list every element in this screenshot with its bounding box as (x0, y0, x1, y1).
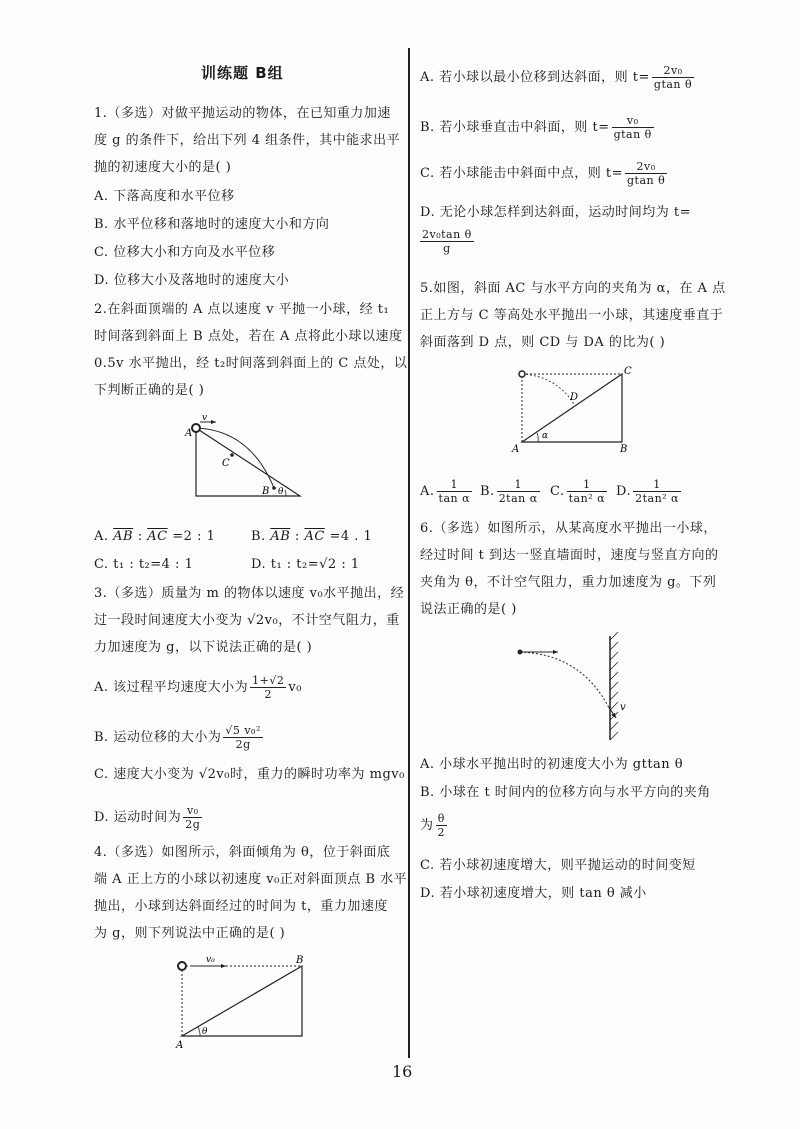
q6-line-1: 6.（多选）如图所示，从某高度水平抛出一小球， (420, 521, 717, 536)
q6-option-c: C. 若小球初速度增大，则平抛运动的时间变短 (420, 858, 696, 873)
q2-option-c: C. t₁ : t₂=4 : 1 (94, 557, 194, 572)
column-divider (408, 48, 410, 1058)
q2-option-a: A. $\overline{AB}$ : $\overline{AC} =2$ : 1 (94, 529, 216, 544)
q3-line-3: 力加速度为 g，以下说法正确的是( ) (94, 640, 313, 655)
q4-option-a: A. 若小球以最小位移到达斜面，则 t= $\frac{\text{2v₀}}{\text{gtan θ}}$ (420, 64, 693, 91)
q1-option-b: B. 水平位移和落地时的速度大小和方向 (94, 217, 330, 232)
q4-option-c: C. 若小球能击中斜面中点，则 t= $\frac{\text{2v₀}}{\text{gtan θ}}$ (420, 160, 666, 187)
q2-fig-label-theta: θ (278, 487, 284, 497)
q3-line-2: 过一段时间速度大小变为 √2v₀，不计空气阻力，重 (94, 613, 400, 628)
q3-option-b: B. 运动位移的大小为 $\frac{\text{√5 v₀²}}{2g}$ (94, 724, 261, 751)
q3-option-d: D. 运动时间为 $\frac{\text{v₀}}{2g}$ (94, 804, 201, 831)
q1-line-3: 抛的初速度大小的是( ) (94, 160, 232, 175)
q3-line-1: 3.（多选）质量为 m 的物体以速度 v₀水平抛出，经 (94, 586, 405, 601)
q5-line-2: 正上方与 C 等高处水平抛出一小球，其速度垂直于 (420, 308, 724, 323)
q2-figure (182, 412, 302, 502)
q2-fig-label-c: C (222, 458, 230, 469)
q6-fig-label-v: v (620, 702, 626, 713)
q5-option-c: C. $\frac{1}{\text{tan² α}}$ (550, 478, 606, 505)
q5-figure (506, 362, 636, 456)
q1-option-c: C. 位移大小和方向及水平位移 (94, 245, 276, 260)
q4-fig-label-a: A (176, 1040, 184, 1050)
q4-fig-label-v0: v₀ (206, 955, 215, 965)
q2-line-3: 0.5v 水平抛出，经 t₂时间落到斜面上的 C 点处，以 (94, 356, 408, 371)
q5-fig-label-alpha: α (542, 431, 549, 441)
q4-line-2: 端 A 正上方的小球以初速度 v₀正对斜面顶点 B 水平 (94, 872, 408, 887)
q5-option-d: D. $\frac{1}{\text{2tan² α}}$ (616, 478, 679, 505)
q6-option-d: D. 若小球初速度增大，则 tan θ 减小 (420, 886, 647, 901)
q1-line-2: 度 g 的条件下，给出下列 4 组条件，其中能求出平 (94, 133, 401, 148)
q4-fig-label-theta: θ (202, 1027, 208, 1037)
q6-line-2: 经过时间 t 到达一竖直墙面时，速度与竖直方向的 (420, 548, 719, 563)
q4-option-b: B. 若小球垂直击中斜面，则 t= $\frac{\text{v₀}}{\text{gtan θ}}$ (420, 114, 652, 141)
q5-option-a: A. $\frac{1}{\text{tan α}}$ (420, 478, 471, 505)
q4-option-d-line-1: D. 无论小球怎样到达斜面，运动时间均为 t= (420, 205, 691, 220)
q5-option-b: B. $\frac{1}{\text{2tan α}}$ (480, 478, 538, 505)
page-number: 16 (392, 1062, 413, 1081)
q5-fig-label-a: A (512, 444, 520, 455)
q6-option-a: A. 小球水平抛出时的初速度大小为 gttan θ (420, 757, 684, 772)
q2-fig-label-a: A (185, 428, 193, 439)
q4-line-3: 抛出，小球到达斜面经过的时间为 t，重力加速度 (94, 899, 388, 914)
q6-line-4: 说法正确的是( ) (420, 602, 517, 617)
q5-line-3: 斜面落到 D 点，则 CD 与 DA 的比为( ) (420, 335, 666, 350)
q6-line-3: 夹角为 θ，不计空气阻力，重力加速度为 g。下列 (420, 575, 717, 590)
q2-option-b: B. $\overline{AB}$ : $\overline{AC} =4$ . 1 (251, 529, 373, 544)
q4-line-1: 4.（多选）如图所示，斜面倾角为 θ，位于斜面底 (94, 845, 391, 860)
q4-line-4: 为 g，则下列说法中正确的是( ) (94, 926, 286, 941)
q3-option-c: C. 速度大小变为 √2v₀时，重力的瞬时功率为 mgv₀ (94, 767, 405, 782)
q5-fig-label-b: B (620, 444, 628, 455)
q5-fig-label-d: D (570, 392, 579, 403)
q6-figure (510, 632, 650, 742)
q4-fig-label-b: B (296, 955, 304, 966)
page-title: 训练题 B组 (201, 64, 284, 82)
q2-fig-label-v: v (202, 413, 208, 423)
q2-line-4: 下判断正确的是( ) (94, 383, 205, 398)
q4-option-d-fraction: $\frac{\text{2v₀tan θ}}{g}$ (422, 228, 472, 255)
q2-line-2: 时间落到斜面上 B 点处，若在 A 点将此小球以速度 (94, 329, 403, 344)
q6-option-b-line-2: 为 $\frac{\theta}{2}$ (420, 812, 446, 839)
q1-line-1: 1.（多选）对做平抛运动的物体，在已知重力加速 (94, 106, 391, 121)
q5-fig-label-c: C (624, 366, 632, 377)
q3-option-a: A. 该过程平均速度大小为 $\frac{1+√2}{2}$ v₀ (94, 674, 302, 701)
q4-figure (172, 952, 312, 1050)
q2-fig-label-b: B (262, 486, 270, 497)
q1-option-d: D. 位移大小及落地时的速度大小 (94, 273, 290, 288)
q5-line-1: 5.如图，斜面 AC 与水平方向的夹角为 α，在 A 点 (420, 281, 726, 296)
q2-option-d: D. t₁ : t₂=√2 : 1 (251, 557, 360, 572)
q1-option-a: A. 下落高度和水平位移 (94, 189, 235, 204)
q6-option-b-line-1: B. 小球在 t 时间内的位移方向与水平方向的夹角 (420, 785, 711, 800)
q2-line-1: 2.在斜面顶端的 A 点以速度 v 平抛一小球，经 t₁ (94, 302, 390, 317)
